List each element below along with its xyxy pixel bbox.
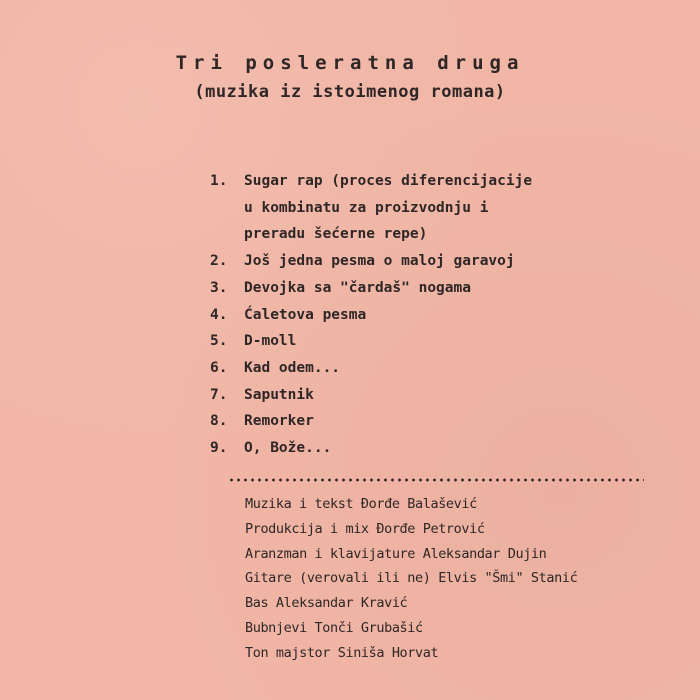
credit-line: Produkcija i mix Đorđe Petrović <box>245 520 485 537</box>
track-item <box>210 435 532 462</box>
dotted-divider <box>228 478 644 482</box>
track-title-line: preradu šećerne repe) <box>244 226 428 243</box>
track-title <box>244 382 314 409</box>
track-title <box>244 328 296 355</box>
track-title <box>244 355 340 382</box>
track-title-line: Kad odem... <box>244 359 341 376</box>
track-number: 3. <box>210 279 228 296</box>
credit-line: Ton majstor Siniša Horvat <box>245 644 439 661</box>
track-number: 9. <box>210 440 228 457</box>
track-item <box>210 408 532 435</box>
track-title-line: Sugar rap (proces diferencijacije <box>244 173 533 189</box>
track-item <box>210 248 532 275</box>
track-title-line: Još jedna pesma o maloj garavoj <box>244 253 515 270</box>
credit-line: Gitare (verovali ili ne) Elvis "Šmi" Stanić <box>245 570 578 587</box>
track-number: 7. <box>210 386 228 403</box>
track-item <box>210 355 532 382</box>
track-number: 6. <box>210 359 228 376</box>
track-title-line: Saputnik <box>244 386 314 403</box>
credit-line: Muzika i tekst Đorđe Balašević <box>245 496 477 512</box>
track-number: 2. <box>210 253 228 270</box>
page-subtitle: (muzika iz istoimenog romana) <box>194 82 506 102</box>
credit-line: Aranzman i klavijature Aleksandar Dujin <box>245 545 547 562</box>
track-title-line: Ćaletova pesma <box>244 306 367 323</box>
credit-line: Bas Aleksandar Kravić <box>245 595 408 612</box>
track-number: 8. <box>210 413 228 430</box>
credits-list <box>245 492 577 666</box>
track-title <box>244 435 331 462</box>
track-title <box>244 302 366 329</box>
track-item <box>210 382 532 409</box>
track-title-line: O, Bože... <box>244 440 332 457</box>
track-title <box>244 248 515 275</box>
track-item <box>210 168 532 248</box>
track-title-line: Remorker <box>244 413 314 430</box>
track-title <box>244 408 314 435</box>
track-title-line: D-moll <box>244 333 297 350</box>
track-title <box>244 275 471 302</box>
page-title: Tri posleratna druga <box>175 52 525 74</box>
track-item <box>210 328 532 355</box>
track-number: 4. <box>210 306 228 323</box>
track-list <box>210 168 532 462</box>
track-number: 5. <box>210 333 228 350</box>
track-item <box>210 275 532 302</box>
track-item <box>210 302 532 329</box>
track-number: 1. <box>210 173 228 189</box>
track-title-line: u kombinatu za proizvodnju i <box>244 199 489 216</box>
track-title <box>244 168 532 248</box>
credit-line: Bubnjevi Tonči Grubašić <box>245 619 423 636</box>
track-title-line: Devojka sa "čardaš" nogama <box>244 279 471 296</box>
